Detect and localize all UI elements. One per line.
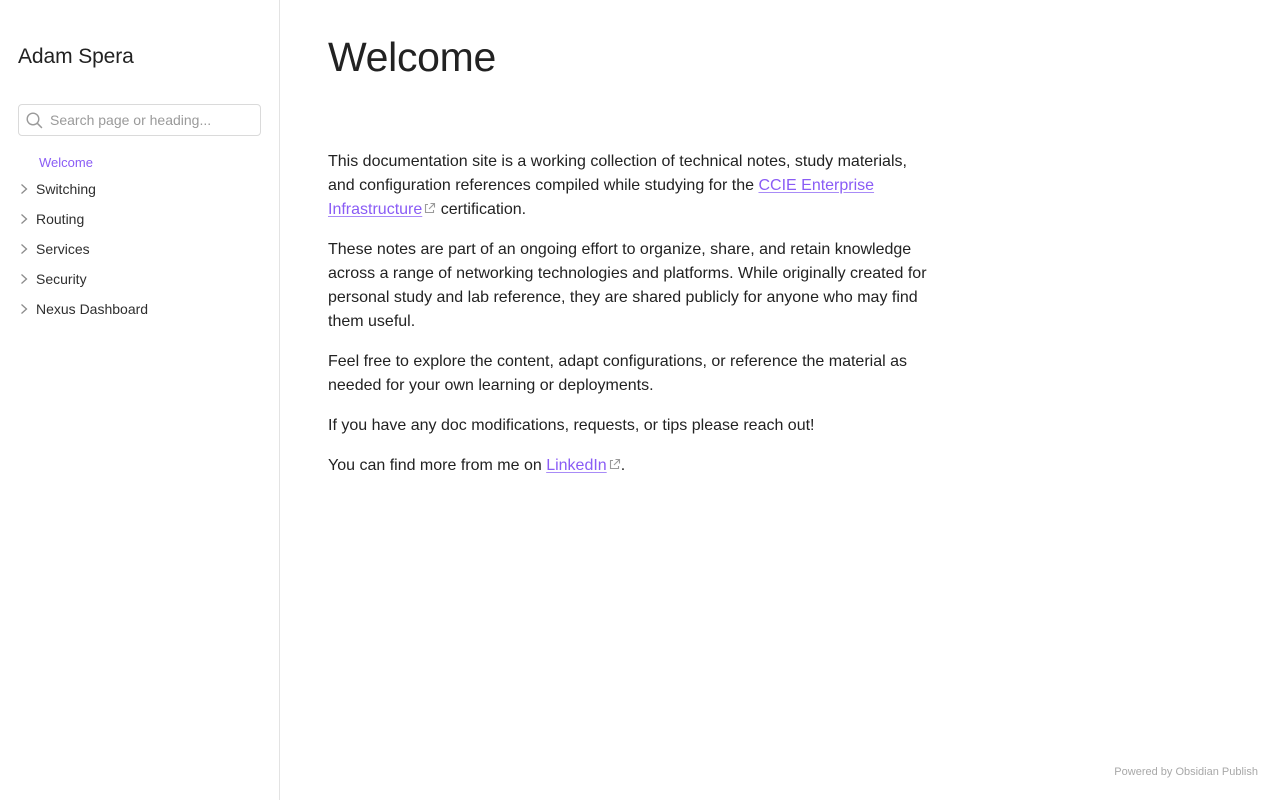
sidebar-item-routing[interactable] bbox=[0, 204, 279, 234]
sidebar-item-welcome[interactable] bbox=[0, 150, 279, 174]
chevron-right-icon[interactable] bbox=[0, 273, 36, 285]
sidebar-item-label: Services bbox=[36, 241, 90, 257]
page-title: Welcome bbox=[328, 34, 497, 80]
sidebar-item-nexus-dashboard[interactable] bbox=[0, 294, 279, 324]
search-icon bbox=[26, 112, 43, 129]
paragraph-text: You can find more from me on bbox=[328, 457, 547, 474]
sidebar-item-security[interactable] bbox=[0, 264, 279, 294]
powered-by-link[interactable]: Powered by Obsidian Publish bbox=[1114, 766, 1258, 778]
linkedin-link[interactable]: LinkedIn bbox=[546, 457, 607, 474]
sidebar-item-label: Welcome bbox=[39, 154, 93, 170]
site-name[interactable]: Adam Spera bbox=[18, 45, 134, 68]
paragraph-purpose: These notes are part of an ongoing effort to organize, share, and retain knowledge across a range of networking technologies and platforms. While originally created for personal study and lab reference, they are shared publicly for anyone who may find them useful. bbox=[328, 241, 927, 330]
paragraph-intro bbox=[328, 150, 928, 222]
sidebar-item-label: Routing bbox=[36, 211, 85, 227]
search-input[interactable] bbox=[50, 112, 250, 128]
sidebar-item-label: Nexus Dashboard bbox=[36, 301, 149, 317]
chevron-right-icon[interactable] bbox=[0, 243, 36, 255]
chevron-right-icon[interactable] bbox=[0, 213, 36, 225]
article-body bbox=[328, 150, 928, 494]
paragraph-linkedin bbox=[328, 454, 928, 478]
paragraph-text: . bbox=[620, 457, 626, 474]
chevron-right-icon[interactable] bbox=[0, 303, 36, 315]
external-link-icon bbox=[608, 458, 621, 471]
external-link-icon bbox=[423, 202, 436, 215]
paragraph-text: This documentation site is a working collection of technical notes, study materials, and configuration references compiled while studying for the bbox=[328, 153, 907, 194]
sidebar-item-label: Security bbox=[36, 271, 87, 287]
sidebar bbox=[0, 0, 280, 800]
sidebar-nav bbox=[0, 150, 279, 324]
ccie-link[interactable]: CCIE Enterprise Infrastructure bbox=[328, 177, 875, 218]
sidebar-item-label: Switching bbox=[36, 181, 96, 197]
paragraph-contact: If you have any doc modifications, requests, or tips please reach out! bbox=[328, 417, 815, 434]
chevron-right-icon[interactable] bbox=[0, 183, 36, 195]
sidebar-item-services[interactable] bbox=[0, 234, 279, 264]
paragraph-text: certification. bbox=[436, 201, 527, 218]
search-box[interactable] bbox=[18, 104, 261, 136]
sidebar-item-switching[interactable] bbox=[0, 174, 279, 204]
paragraph-explore: Feel free to explore the content, adapt configurations, or reference the material as needed for your own learning or deployments. bbox=[328, 353, 907, 394]
